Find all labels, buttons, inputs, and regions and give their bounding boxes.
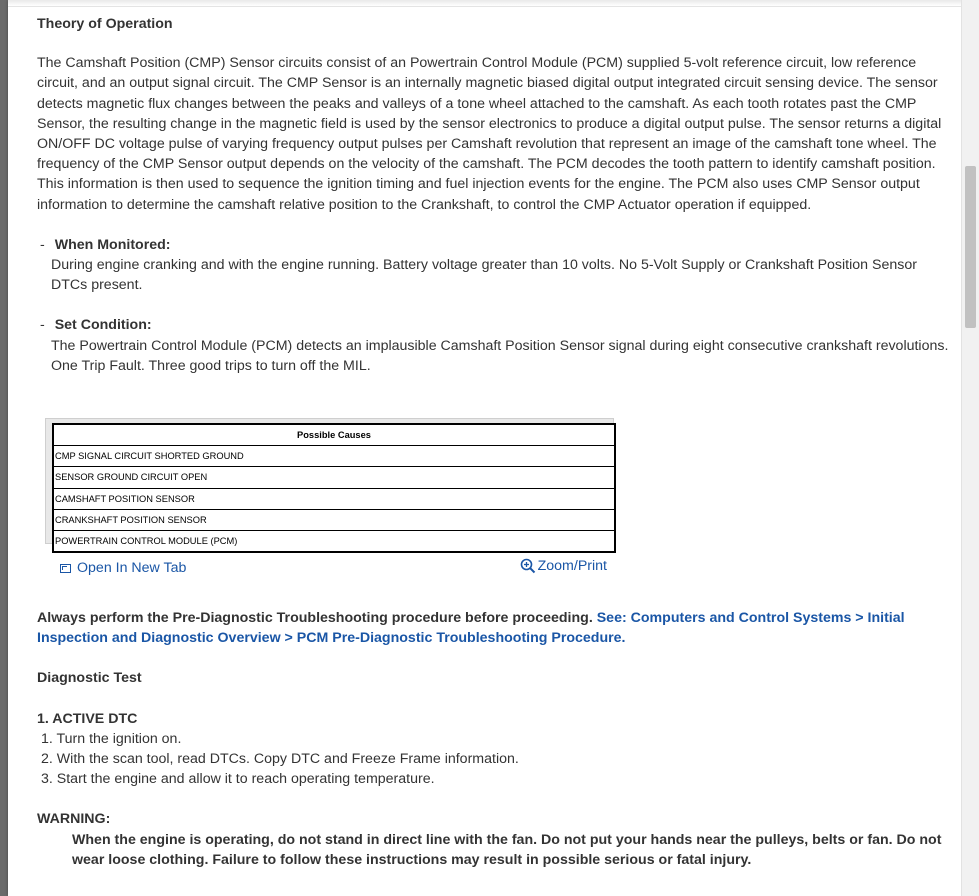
causes-table-row: CRANKSHAFT POSITION SENSOR — [53, 509, 615, 530]
theory-heading: Theory of Operation — [37, 16, 173, 32]
document-window — [8, 0, 979, 896]
possible-causes-figure — [45, 418, 614, 577]
list-item: 2. With the scan tool, read DTCs. Copy DTC and Freeze Frame information. — [41, 751, 519, 768]
zoom-magnifier-icon — [520, 558, 536, 574]
set-condition-heading: Set Condition: — [54, 317, 152, 334]
theory-body: The Camshaft Position (CMP) Sensor circuits consist of an Powertrain Control Module (PCM) supplied 5-volt reference circuit, low reference circuit, and an output signal circuit. The CMP Sensor is an internally magnetic biased digital output integrated circuit sensing device. The sensor detects magnetic flux changes between the peaks and valleys of a tone wheel attached to the camshaft. As each tooth rotates past the CMP Sensor, the resulting change in the magnetic field is used by the sensor electronics to produce a digital output pulse. The sensor returns a digital ON/OFF DC voltage pulse of varying frequency output pulses per Camshaft revolution that represent an image of the camshaft tone wheel. The frequency of the CMP Sensor output depends on the velocity of the camshaft. The PCM decodes the tooth pattern to identify camshaft position. This information is then used to sequence the ignition timing and fuel injection events for the engine. The PCM also uses CMP Sensor output information to determine the camshaft relative position to the Crankshaft, to control the CMP Actuator operation if equipped. — [37, 55, 942, 213]
set-condition-section — [37, 315, 949, 376]
warning-body: When the engine is operating, do not stand in direct line with the fan. Do not put your hands near the pulleys, belts or fan. Do not wear loose clothing. Failure to follow these instructions may result in possible serious or fatal injury. — [72, 831, 942, 868]
possible-causes-table — [52, 423, 616, 553]
when-monitored-bullet: - — [40, 236, 45, 253]
active-dtc-section — [37, 709, 949, 790]
vertical-scrollbar[interactable] — [961, 0, 979, 896]
when-monitored-section — [37, 235, 949, 296]
open-new-tab-icon — [60, 564, 71, 573]
window-top-edge — [8, 0, 963, 7]
warning-section — [37, 809, 949, 870]
pre-diagnostic-note — [37, 608, 949, 648]
active-dtc-heading: 1. ACTIVE DTC — [37, 710, 138, 727]
pre-diagnostic-link[interactable]: See: Computers and Control Systems > Initial Inspection and Diagnostic Overview > PCM Pre-Diagnostic Troubleshooting Procedure. — [37, 610, 905, 647]
zoom-print-label: Zoom/Print — [537, 558, 607, 575]
figure-actions — [49, 553, 610, 577]
zoom-print-link[interactable] — [520, 556, 607, 576]
active-dtc-steps — [37, 729, 949, 790]
open-in-new-tab-label: Open In New Tab — [77, 560, 187, 577]
warning-heading: WARNING: — [37, 811, 111, 828]
open-in-new-tab-link[interactable] — [60, 558, 186, 578]
set-condition-body: The Powertrain Control Module (PCM) detects an implausible Camshaft Position Sensor signal during eight consecutive crankshaft revolutions. One Trip Fault. Three good trips to turn off the MIL. — [51, 337, 949, 374]
pre-diagnostic-text: Always perform the Pre-Diagnostic Troubleshooting procedure before proceeding. — [37, 610, 593, 627]
list-item: 1. Turn the ignition on. — [41, 730, 182, 747]
when-monitored-body: During engine cranking and with the engine running. Battery voltage greater than 10 volts. No 5-Volt Supply or Crankshaft Position Sensor DTCs present. — [51, 257, 917, 294]
diagnostic-test-heading: Diagnostic Test — [37, 670, 142, 687]
scrollbar-thumb[interactable] — [965, 166, 976, 328]
causes-table-header: Possible Causes — [53, 424, 615, 446]
list-item: 3. Start the engine and allow it to reach operating temperature. — [41, 771, 435, 788]
causes-table-row: SENSOR GROUND CIRCUIT OPEN — [53, 467, 615, 488]
document-content — [37, 14, 949, 870]
causes-table-row: POWERTRAIN CONTROL MODULE (PCM) — [53, 531, 615, 553]
set-condition-bullet: - — [40, 317, 45, 334]
causes-table-row: CMP SIGNAL CIRCUIT SHORTED GROUND — [53, 446, 615, 467]
when-monitored-heading: When Monitored: — [54, 236, 171, 253]
causes-table-row: CAMSHAFT POSITION SENSOR — [53, 488, 615, 509]
